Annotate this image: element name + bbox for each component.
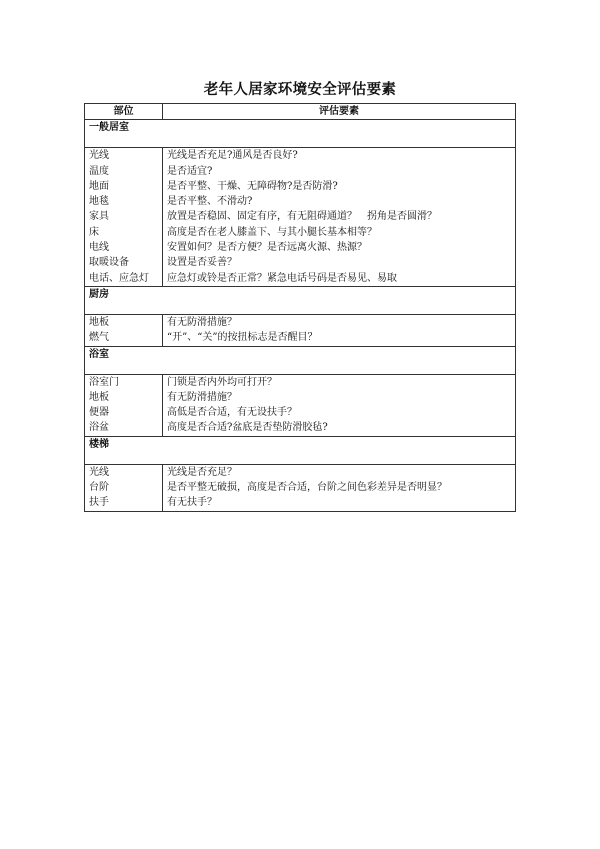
header-part: 部位 (85, 104, 163, 120)
part-label: 地毯 (89, 196, 109, 208)
section-content-row (85, 464, 516, 511)
section-title: 一般居室 (85, 120, 516, 148)
section-title: 楼梯 (85, 436, 516, 464)
part-label: 地板 (89, 316, 109, 328)
element-text: “开”、“关”的按扭标志是否醒目？ (167, 332, 318, 344)
part-label: 取暖设备 (89, 257, 129, 269)
section-header-row (85, 346, 516, 374)
part-column-cell (85, 148, 163, 287)
part-label: 台阶 (89, 482, 109, 494)
part-label: 光线 (89, 150, 109, 162)
element-text: 是否适宜? (167, 165, 213, 177)
table-header-row (85, 104, 516, 120)
assessment-table (84, 103, 516, 512)
element-text: 安置如何？是否方便？是否远离火源、热源？ (167, 242, 367, 254)
part-label: 电话、应急灯 (89, 272, 149, 284)
element-text: 设置是否妥善？ (167, 257, 237, 269)
element-text: 有无防滑措施？ (167, 316, 237, 328)
part-label: 地面 (89, 180, 109, 192)
elements-column-cell (163, 148, 516, 287)
section-header-row (85, 436, 516, 464)
element-text: 光线是否充足？ (167, 466, 237, 478)
element-text: 有无防滑措施？ (167, 391, 237, 403)
section-content-row (85, 374, 516, 436)
part-label: 电线 (89, 242, 109, 254)
element-text: 高度是否在老人膝盖下、与其小腿长基本相等？ (167, 226, 377, 238)
part-label: 家具 (89, 211, 109, 223)
part-label: 浴室门 (89, 376, 119, 388)
section-content-row (85, 148, 516, 287)
element-text: 门锁是否内外均可打开？ (167, 376, 277, 388)
part-label: 光线 (89, 466, 109, 478)
part-label: 浴盆 (89, 422, 109, 434)
element-text: 高低是否合适，有无设扶手？ (167, 407, 297, 419)
element-text: 有无扶手？ (167, 497, 217, 509)
part-label: 温度 (89, 165, 109, 177)
section-content-row (85, 314, 516, 346)
part-label: 便器 (89, 407, 109, 419)
part-column-cell (85, 374, 163, 436)
element-text: 应急灯或铃是否正常？紧急电话号码是否易见、易取 (167, 272, 397, 284)
document-title: 老年人居家环境安全评估要素 (203, 82, 397, 98)
elements-column-cell (163, 314, 516, 346)
elements-column-cell (163, 374, 516, 436)
element-text: 高度是否合适?盆底是否垫防滑胶毡? (167, 422, 328, 434)
part-label: 燃气 (89, 332, 109, 344)
element-text: 是否平整无破损，高度是否合适，台阶之间色彩差异是否明显？ (167, 482, 447, 494)
part-label: 扶手 (89, 497, 109, 509)
section-title: 厨房 (85, 286, 516, 314)
section-title: 浴室 (85, 346, 516, 374)
part-column-cell (85, 314, 163, 346)
part-label: 地板 (89, 391, 109, 403)
element-text: 是否平整、干燥、无障碍物?是否防滑? (167, 180, 338, 192)
table-body (85, 120, 516, 511)
element-text: 光线是否充足?通风是否良好? (167, 150, 298, 162)
element-text: 放置是否稳固、固定有序，有无阻碍通道？ 拐角是否圆滑？ (167, 211, 437, 223)
element-text: 是否平整、不滑动? (167, 196, 253, 208)
part-label: 床 (89, 226, 99, 238)
section-header-row (85, 120, 516, 148)
section-header-row (85, 286, 516, 314)
elements-column-cell (163, 464, 516, 511)
header-elements: 评估要素 (163, 104, 516, 120)
part-column-cell (85, 464, 163, 511)
